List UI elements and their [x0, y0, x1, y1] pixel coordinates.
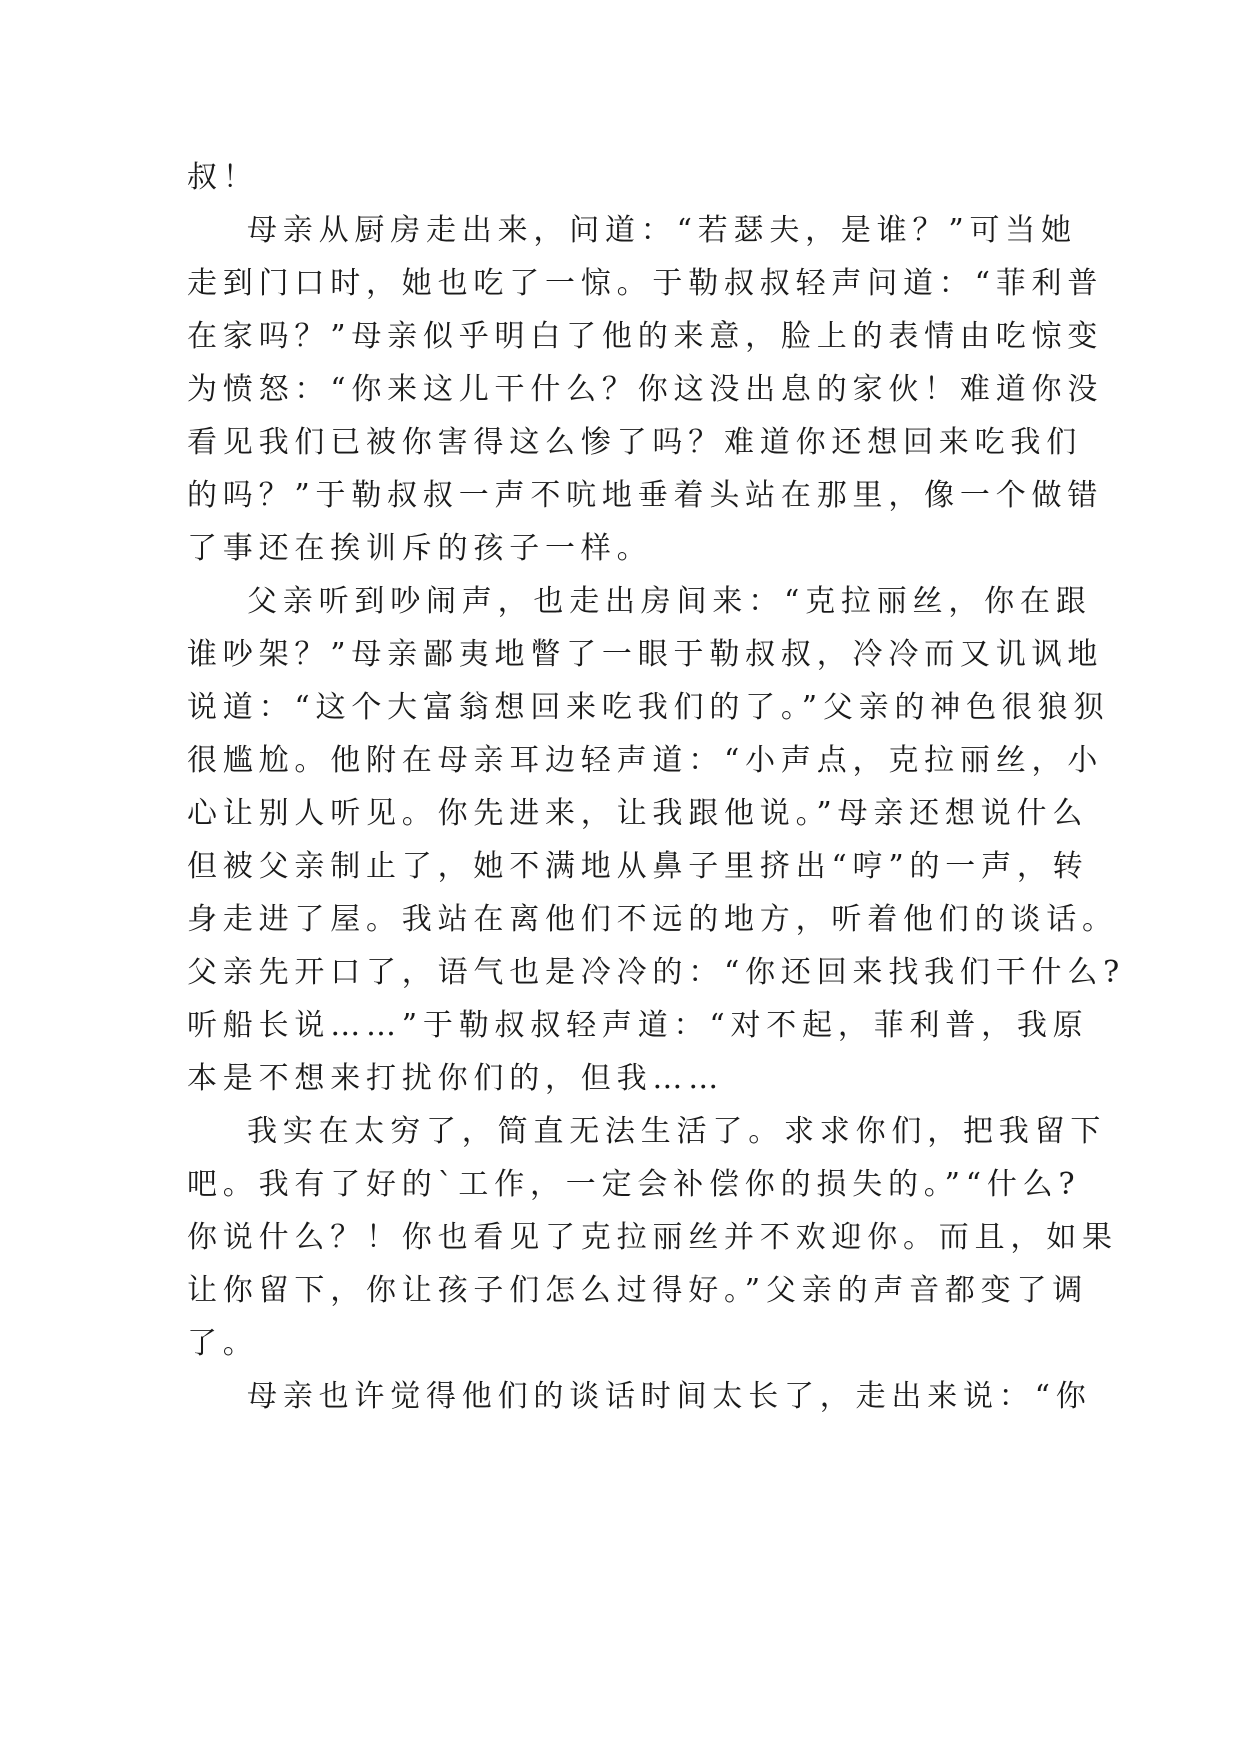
text-line: 本是不想来打扰你们的，但我……: [187, 1061, 724, 1096]
text-line: 谁吵架？”母亲鄙夷地瞥了一眼于勒叔叔，冷冷而又讥讽地: [187, 637, 1104, 672]
text-line: 走到门口时，她也吃了一惊。于勒叔叔轻声问道：“菲利普: [187, 266, 1104, 301]
text-line: 身走进了屋。我站在离他们不远的地方，听着他们的谈话。: [187, 902, 1118, 937]
text-line: 的吗？”于勒叔叔一声不吭地垂着头站在那里，像一个做错: [187, 478, 1104, 513]
text-line: 看见我们已被你害得这么惨了吗？难道你还想回来吃我们: [187, 425, 1082, 460]
text-line: 但被父亲制止了，她不满地从鼻子里挤出“哼”的一声，转: [187, 849, 1089, 884]
text-line: 母亲从厨房走出来，问道：“若瑟夫，是谁？”可当她: [247, 213, 1077, 248]
text-line: 叔！: [187, 160, 259, 195]
text-line: 很尴尬。他附在母亲耳边轻声道：“小声点，克拉丽丝，小: [187, 743, 1104, 778]
text-line: 我实在太穷了，简直无法生活了。求求你们，把我留下: [247, 1114, 1107, 1149]
text-line: 了事还在挨训斥的孩子一样。: [187, 531, 653, 566]
text-line: 母亲也许觉得他们的谈话时间太长了，走出来说：“你: [247, 1379, 1092, 1414]
text-line: 让你留下，你让孩子们怎么过得好。”父亲的声音都变了调: [187, 1273, 1089, 1308]
text-line: 在家吗？”母亲似乎明白了他的来意，脸上的表情由吃惊变: [187, 319, 1104, 354]
text-line: 说道：“这个大富翁想回来吃我们的了。”父亲的神色很狼狈: [187, 690, 1110, 725]
text-line: 吧。我有了好的`工作，一定会补偿你的损失的。”“什么?: [187, 1167, 1081, 1202]
text-line: 父亲先开口了，语气也是冷冷的：“你还回来找我们干什么?: [187, 955, 1126, 990]
text-line: 心让别人听见。你先进来，让我跟他说。”母亲还想说什么: [187, 796, 1089, 831]
text-line: 为愤怒：“你来这儿干什么？你这没出息的家伙！难道你没: [187, 372, 1104, 407]
text-line: 了。: [187, 1326, 259, 1361]
text-line: 听船长说……”于勒叔叔轻声道：“对不起，菲利普，我原: [187, 1008, 1089, 1043]
text-line: 你说什么？！你也看见了克拉丽丝并不欢迎你。而且，如果: [187, 1220, 1118, 1255]
text-line: 父亲听到吵闹声，也走出房间来：“克拉丽丝，你在跟: [247, 584, 1092, 619]
